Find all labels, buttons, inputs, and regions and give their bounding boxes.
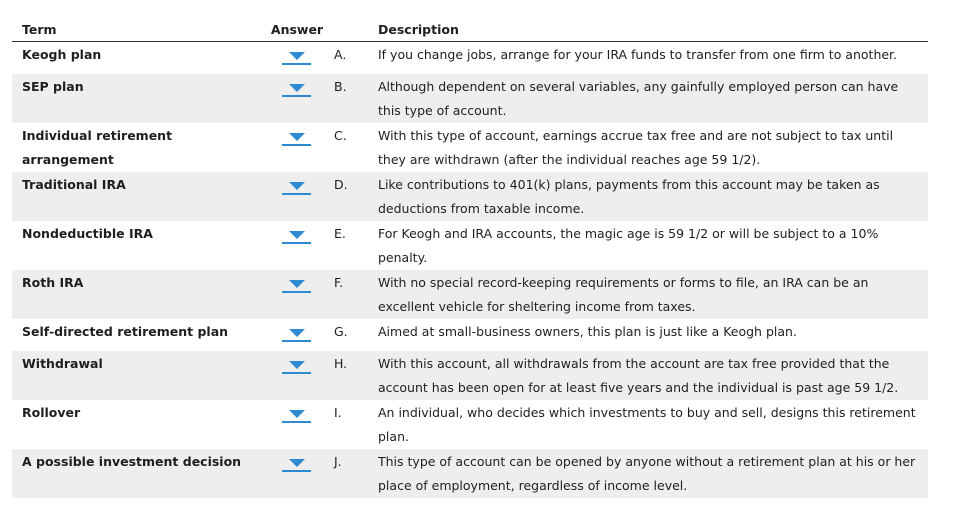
option-letter: D. <box>332 172 378 221</box>
dropdown-underline <box>282 421 311 423</box>
table-row <box>12 74 928 123</box>
answer-cell <box>262 74 332 123</box>
table-row <box>12 270 928 319</box>
answer-dropdown[interactable] <box>282 361 312 375</box>
answer-cell <box>262 42 332 75</box>
header-row <box>12 20 928 42</box>
matching-exercise <box>12 20 928 498</box>
term-label: Roth IRA <box>12 270 262 319</box>
option-description: With this type of account, earnings accrue tax free and are not subject to tax until they are withdrawn (after the individual reaches age 59 1/2). <box>378 128 894 167</box>
chevron-down-icon <box>289 182 305 190</box>
dropdown-underline <box>282 144 311 146</box>
chevron-down-icon <box>289 280 305 288</box>
chevron-down-icon <box>289 410 305 418</box>
table-body <box>12 42 928 499</box>
option-letter: J. <box>332 449 378 498</box>
answer-cell <box>262 221 332 270</box>
dropdown-underline <box>282 291 311 293</box>
table-row <box>12 172 928 221</box>
table-row <box>12 319 928 351</box>
option-description: For Keogh and IRA accounts, the magic age is 59 1/2 or will be subject to a 10% penalty. <box>378 226 879 265</box>
dropdown-underline <box>282 470 311 472</box>
dropdown-underline <box>282 193 311 195</box>
term-label: A possible investment decision <box>12 449 262 498</box>
answer-cell <box>262 172 332 221</box>
answer-cell <box>262 351 332 400</box>
chevron-down-icon <box>289 459 305 467</box>
option-description: This type of account can be opened by anyone without a retirement plan at his or her place of employment, regardless of income level. <box>378 449 928 498</box>
option-letter: F. <box>332 270 378 319</box>
header-answer: Answer <box>262 20 332 42</box>
table-row <box>12 221 928 270</box>
term-label: Nondeductible IRA <box>22 226 153 241</box>
option-description: Aimed at small-business owners, this plan is just like a Keogh plan. <box>378 324 797 339</box>
chevron-down-icon <box>289 329 305 337</box>
table-row <box>12 351 928 400</box>
term-label: Keogh plan <box>22 47 102 62</box>
option-description: With this account, all withdrawals from the account are tax free provided that the account has been open for at least five years and the individual is past age 59 1/2. <box>378 351 928 400</box>
chevron-down-icon <box>289 231 305 239</box>
option-letter: B. <box>332 74 378 123</box>
dropdown-underline <box>282 242 311 244</box>
option-description: Although dependent on several variables, any gainfully employed person can have this type of account. <box>378 74 928 123</box>
term-label: Traditional IRA <box>12 172 262 221</box>
chevron-down-icon <box>289 52 305 60</box>
answer-dropdown[interactable] <box>282 182 312 196</box>
option-description: If you change jobs, arrange for your IRA funds to transfer from one firm to another. <box>378 47 898 62</box>
answer-cell <box>262 400 332 449</box>
option-letter: C. <box>334 128 347 143</box>
table-row <box>12 400 928 449</box>
dropdown-underline <box>282 95 311 97</box>
term-label: Individual retirement arrangement <box>22 128 173 167</box>
chevron-down-icon <box>289 361 305 369</box>
header-letter-spacer <box>332 20 378 42</box>
answer-dropdown[interactable] <box>282 329 312 343</box>
dropdown-underline <box>282 63 311 65</box>
header-description: Description <box>378 20 928 42</box>
option-letter: I. <box>334 405 342 420</box>
option-letter: G. <box>334 324 348 339</box>
option-description: With no special record-keeping requirements or forms to file, an IRA can be an excellent vehicle for sheltering income from taxes. <box>378 270 928 319</box>
answer-dropdown[interactable] <box>282 84 312 98</box>
term-label: Rollover <box>22 405 81 420</box>
chevron-down-icon <box>289 84 305 92</box>
table-row <box>12 42 928 75</box>
answer-cell <box>262 449 332 498</box>
header-term: Term <box>12 20 262 42</box>
matching-table <box>12 20 928 498</box>
answer-dropdown[interactable] <box>282 459 312 473</box>
answer-dropdown[interactable] <box>282 410 312 424</box>
table-row <box>12 449 928 498</box>
answer-cell <box>262 319 332 351</box>
answer-cell <box>262 270 332 319</box>
chevron-down-icon <box>289 133 305 141</box>
option-letter: E. <box>334 226 346 241</box>
option-description: An individual, who decides which investments to buy and sell, designs this retirement plan. <box>378 405 916 444</box>
term-label: Withdrawal <box>12 351 262 400</box>
option-letter: H. <box>332 351 378 400</box>
dropdown-underline <box>282 340 311 342</box>
answer-dropdown[interactable] <box>282 52 312 66</box>
answer-dropdown[interactable] <box>282 133 312 147</box>
answer-dropdown[interactable] <box>282 280 312 294</box>
answer-dropdown[interactable] <box>282 231 312 245</box>
dropdown-underline <box>282 372 311 374</box>
option-letter: A. <box>334 47 347 62</box>
table-row <box>12 123 928 172</box>
option-description: Like contributions to 401(k) plans, payments from this account may be taken as deductions from taxable income. <box>378 172 928 221</box>
term-label: Self-directed retirement plan <box>22 324 229 339</box>
term-label: SEP plan <box>12 74 262 123</box>
answer-cell <box>262 123 332 172</box>
